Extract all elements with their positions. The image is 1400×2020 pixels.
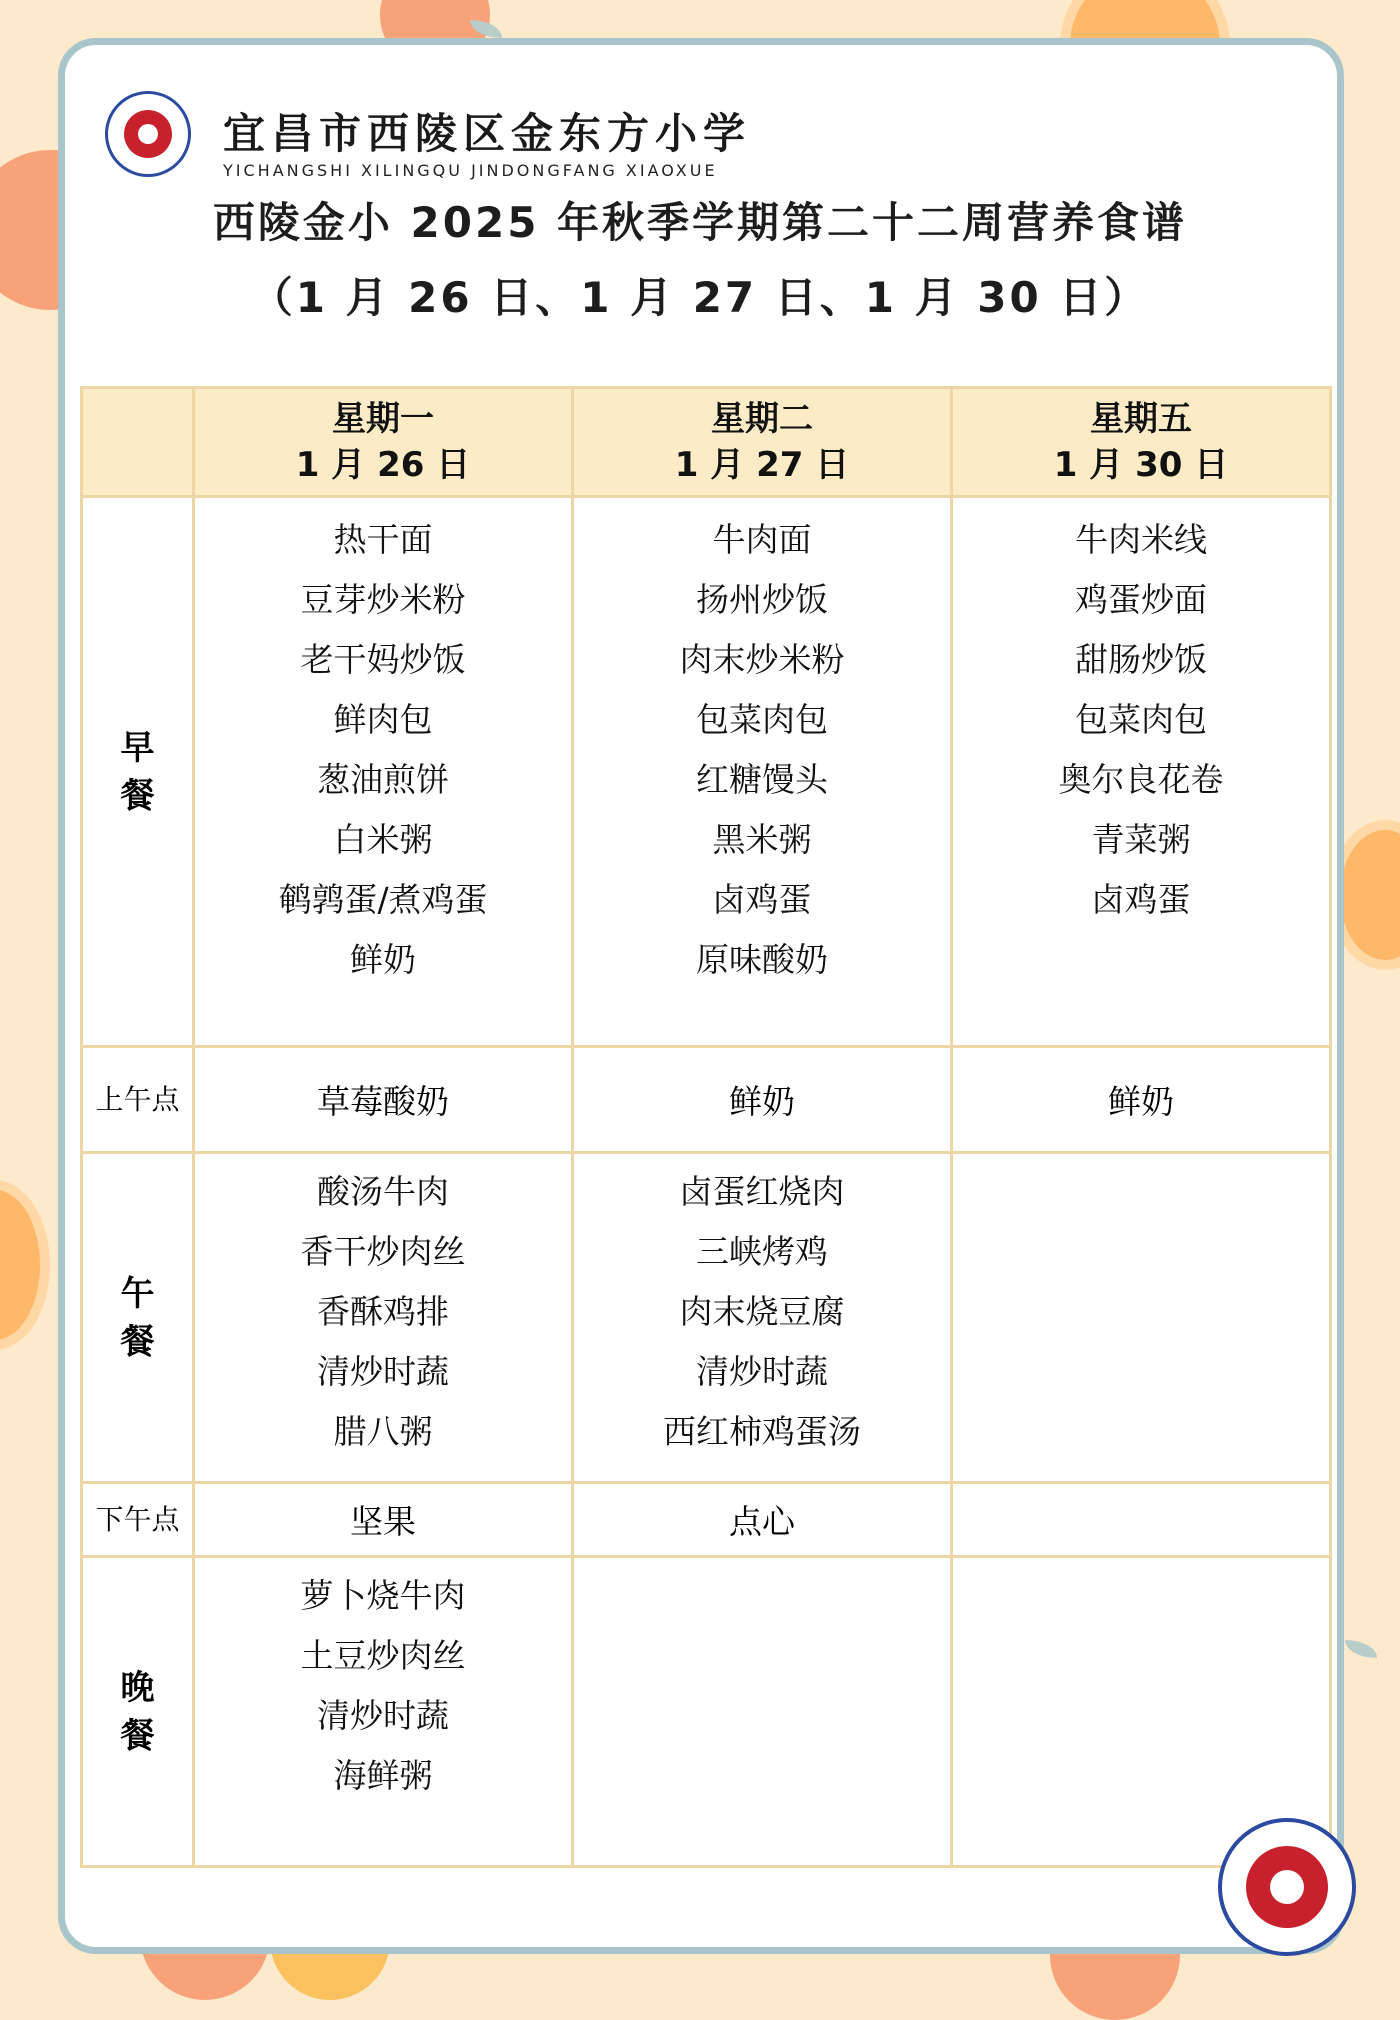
menu-cell xyxy=(573,497,952,1047)
menu-item: 卤鸡蛋 xyxy=(712,880,812,919)
menu-date-range: （1 月 26 日、1 月 27 日、1 月 30 日） xyxy=(250,273,1150,322)
menu-item: 卤蛋红烧肉 xyxy=(679,1172,845,1211)
menu-item: 奥尔良花卷 xyxy=(1058,760,1224,799)
menu-item: 牛肉米线 xyxy=(1075,520,1207,559)
weekday: 星期一 xyxy=(332,399,434,439)
row-label-breakfast xyxy=(82,497,194,1047)
menu-cell: 鲜奶 xyxy=(573,1047,952,1153)
menu-cell xyxy=(194,497,573,1047)
morning-snack-row xyxy=(82,1047,1331,1153)
menu-item: 青菜粥 xyxy=(1091,820,1191,859)
menu-item: 甜肠炒饭 xyxy=(1075,640,1207,679)
menu-cell xyxy=(573,1153,952,1483)
date: 1 月 26 日 xyxy=(295,445,471,485)
menu-item: 清炒时蔬 xyxy=(317,1352,449,1391)
date: 1 月 27 日 xyxy=(674,445,850,485)
menu-item: 鹌鹑蛋/煮鸡蛋 xyxy=(278,880,488,919)
row-label-char: 餐 xyxy=(120,1715,155,1756)
corner-cell xyxy=(82,388,194,497)
menu-item: 热干面 xyxy=(333,520,433,559)
orange-slice-decoration xyxy=(0,1180,50,1350)
menu-item: 土豆炒肉丝 xyxy=(300,1636,466,1675)
header-row xyxy=(82,388,1331,497)
menu-cell: 点心 xyxy=(573,1483,952,1557)
weekday: 星期五 xyxy=(1090,399,1192,439)
menu-item: 老干妈炒饭 xyxy=(300,640,466,679)
row-label-char: 餐 xyxy=(120,1321,155,1362)
school-name-cn: 宜昌市西陵区金东方小学 xyxy=(223,109,752,158)
breakfast-row xyxy=(82,497,1331,1047)
menu-item: 牛肉面 xyxy=(712,520,812,559)
menu-cell xyxy=(194,1153,573,1483)
school-name-en: YICHANGSHI XILINGQU JINDONGFANG XIAOXUE xyxy=(223,161,718,180)
menu-cell xyxy=(952,1483,1331,1557)
menu-item: 清炒时蔬 xyxy=(696,1352,828,1391)
menu-title: 西陵金小 2025 年秋季学期第二十二周营养食谱 xyxy=(212,198,1188,247)
row-label-char: 晚 xyxy=(120,1667,155,1708)
menu-cell xyxy=(573,1557,952,1867)
menu-item: 红糖馒头 xyxy=(696,760,828,799)
menu-cell xyxy=(952,497,1331,1047)
weekday: 星期二 xyxy=(711,399,813,439)
menu-item: 三峡烤鸡 xyxy=(696,1232,828,1271)
lunch-row xyxy=(82,1153,1331,1483)
menu-item: 海鲜粥 xyxy=(333,1756,433,1795)
menu-item: 包菜肉包 xyxy=(1075,700,1207,739)
menu-cell: 坚果 xyxy=(194,1483,573,1557)
menu-cell xyxy=(952,1153,1331,1483)
column-header xyxy=(194,388,573,497)
menu-table xyxy=(80,386,1332,1868)
school-header xyxy=(105,81,805,191)
menu-item: 包菜肉包 xyxy=(696,700,828,739)
row-label-char: 餐 xyxy=(120,775,155,816)
menu-item: 鲜奶 xyxy=(350,940,416,979)
menu-item: 黑米粥 xyxy=(712,820,812,859)
menu-cell: 鲜奶 xyxy=(952,1047,1331,1153)
education-group-logo xyxy=(1218,1818,1356,1956)
menu-item: 腊八粥 xyxy=(333,1412,433,1451)
menu-item: 鲜肉包 xyxy=(333,700,433,739)
menu-item: 葱油煎饼 xyxy=(317,760,449,799)
column-header xyxy=(573,388,952,497)
menu-item: 肉末烧豆腐 xyxy=(679,1292,845,1331)
menu-item: 酸汤牛肉 xyxy=(317,1172,449,1211)
menu-item: 原味酸奶 xyxy=(696,940,828,979)
menu-item: 香酥鸡排 xyxy=(317,1292,449,1331)
row-label-afternoon-snack: 下午点 xyxy=(82,1483,194,1557)
menu-item: 扬州炒饭 xyxy=(696,580,828,619)
menu-cell: 草莓酸奶 xyxy=(194,1047,573,1153)
menu-item: 香干炒肉丝 xyxy=(300,1232,466,1271)
column-header xyxy=(952,388,1331,497)
menu-item: 鸡蛋炒面 xyxy=(1075,580,1207,619)
row-label-dinner xyxy=(82,1557,194,1867)
leaf-decoration xyxy=(1345,1640,1377,1658)
menu-item: 萝卜烧牛肉 xyxy=(300,1576,466,1615)
menu-item: 肉末炒米粉 xyxy=(679,640,845,679)
dinner-row xyxy=(82,1557,1331,1867)
row-label-lunch xyxy=(82,1153,194,1483)
menu-item: 白米粥 xyxy=(333,820,433,859)
afternoon-snack-row xyxy=(82,1483,1331,1557)
row-label-char: 午 xyxy=(120,1273,155,1314)
row-label-char: 早 xyxy=(120,727,155,768)
menu-item: 西红柿鸡蛋汤 xyxy=(663,1412,861,1451)
row-label-morning-snack: 上午点 xyxy=(82,1047,194,1153)
menu-item: 豆芽炒米粉 xyxy=(300,580,466,619)
menu-cell xyxy=(194,1557,573,1867)
date: 1 月 30 日 xyxy=(1053,445,1229,485)
menu-item: 清炒时蔬 xyxy=(317,1696,449,1735)
school-logo xyxy=(105,91,191,177)
menu-item: 卤鸡蛋 xyxy=(1091,880,1191,919)
